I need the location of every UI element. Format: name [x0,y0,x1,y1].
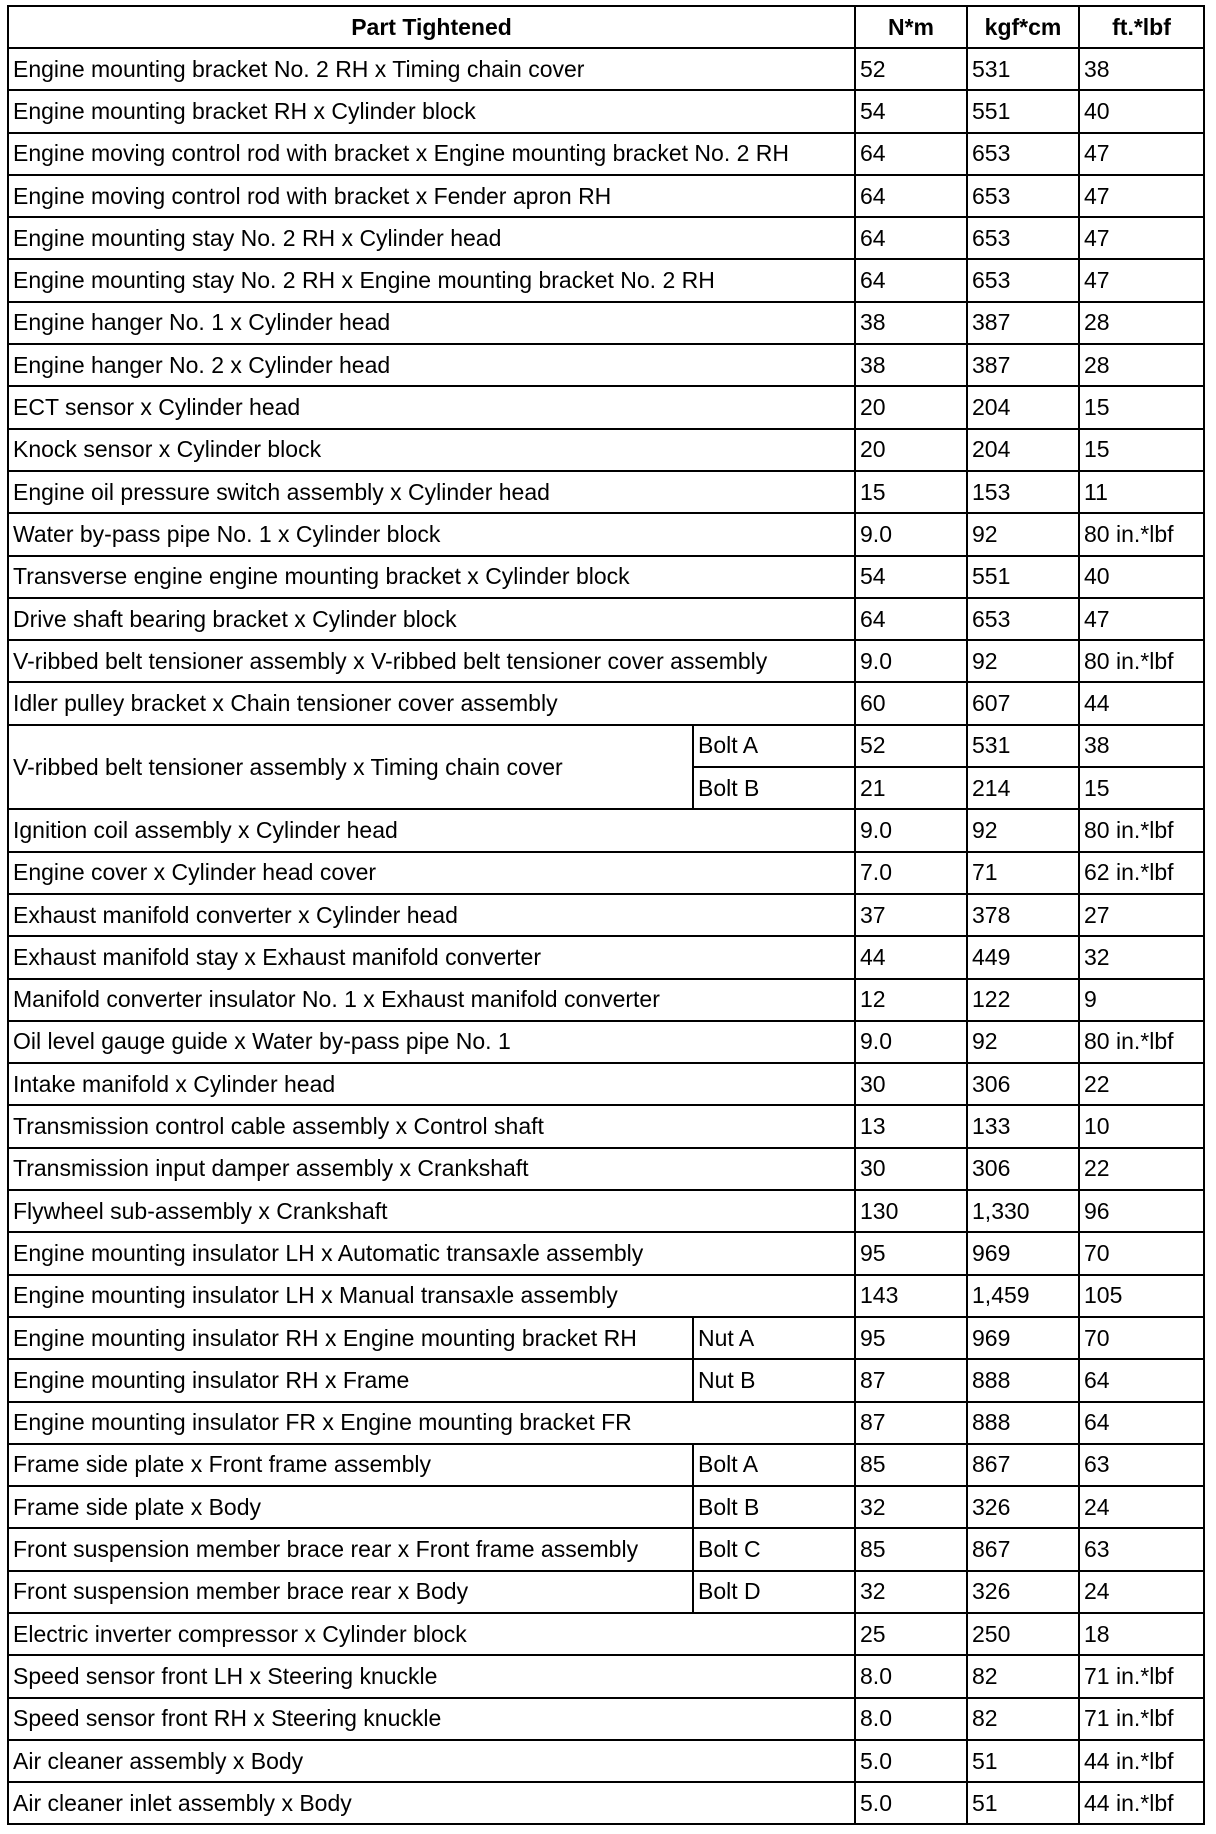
table-row [8,217,1204,259]
nm-cell: 12 [855,979,967,1021]
part-tightened-cell: V-ribbed belt tensioner assembly x V-ribbed belt tensioner cover assembly [8,640,855,682]
nm-cell: 44 [855,936,967,978]
table-row [8,1444,1204,1486]
table-row [8,133,1204,175]
part-tightened-cell: Transmission control cable assembly x Control shaft [8,1105,855,1147]
ftlbf-cell: 80 in.*lbf [1079,513,1204,555]
ftlbf-cell: 27 [1079,894,1204,936]
ftlbf-cell: 96 [1079,1190,1204,1232]
nm-cell: 95 [855,1232,967,1274]
part-tightened-cell: Water by-pass pipe No. 1 x Cylinder block [8,513,855,555]
part-tightened-cell: Engine oil pressure switch assembly x Cylinder head [8,471,855,513]
nm-cell: 30 [855,1063,967,1105]
kgfcm-cell: 969 [967,1232,1079,1274]
table-row [8,1190,1204,1232]
table-row [8,894,1204,936]
kgfcm-cell: 653 [967,259,1079,301]
kgfcm-cell: 71 [967,852,1079,894]
nm-cell: 38 [855,302,967,344]
nm-cell: 87 [855,1359,967,1401]
part-tightened-cell: Flywheel sub-assembly x Crankshaft [8,1190,855,1232]
part-tightened-cell: Transverse engine engine mounting bracket x Cylinder block [8,556,855,598]
nm-cell: 8.0 [855,1655,967,1697]
ftlbf-cell: 47 [1079,259,1204,301]
nm-cell: 52 [855,48,967,90]
nm-cell: 64 [855,217,967,259]
nm-cell: 64 [855,133,967,175]
table-row [8,1063,1204,1105]
nm-cell: 15 [855,471,967,513]
ftlbf-cell: 11 [1079,471,1204,513]
table-row [8,386,1204,428]
part-tightened-cell: Engine mounting stay No. 2 RH x Cylinder head [8,217,855,259]
table-row [8,90,1204,132]
kgfcm-cell: 82 [967,1655,1079,1697]
fastener-cell: Bolt B [693,767,855,809]
table-row [8,1782,1204,1824]
table-row [8,598,1204,640]
nm-cell: 32 [855,1571,967,1613]
kgfcm-cell: 653 [967,217,1079,259]
table-row [8,1402,1204,1444]
ftlbf-cell: 32 [1079,936,1204,978]
kgfcm-cell: 653 [967,133,1079,175]
part-tightened-cell: Knock sensor x Cylinder block [8,429,855,471]
table-row [8,809,1204,851]
ftlbf-cell: 44 [1079,682,1204,724]
part-tightened-cell: Transmission input damper assembly x Crankshaft [8,1148,855,1190]
nm-cell: 5.0 [855,1782,967,1824]
ftlbf-cell: 64 [1079,1359,1204,1401]
ftlbf-cell: 15 [1079,429,1204,471]
header-ftlbf: ft.*lbf [1079,6,1204,48]
ftlbf-cell: 80 in.*lbf [1079,1021,1204,1063]
ftlbf-cell: 38 [1079,725,1204,767]
table-row [8,556,1204,598]
table-row [8,259,1204,301]
kgfcm-cell: 92 [967,809,1079,851]
ftlbf-cell: 64 [1079,1402,1204,1444]
kgfcm-cell: 306 [967,1063,1079,1105]
kgfcm-cell: 888 [967,1402,1079,1444]
nm-cell: 9.0 [855,640,967,682]
ftlbf-cell: 24 [1079,1486,1204,1528]
ftlbf-cell: 28 [1079,344,1204,386]
nm-cell: 9.0 [855,809,967,851]
kgfcm-cell: 607 [967,682,1079,724]
torque-spec-table [7,5,1205,1825]
kgfcm-cell: 551 [967,556,1079,598]
nm-cell: 32 [855,1486,967,1528]
table-row [8,1571,1204,1613]
ftlbf-cell: 9 [1079,979,1204,1021]
part-tightened-cell: Ignition coil assembly x Cylinder head [8,809,855,851]
part-tightened-cell: Exhaust manifold stay x Exhaust manifold converter [8,936,855,978]
kgfcm-cell: 378 [967,894,1079,936]
ftlbf-cell: 47 [1079,175,1204,217]
table-row [8,344,1204,386]
ftlbf-cell: 18 [1079,1613,1204,1655]
nm-cell: 9.0 [855,513,967,555]
table-row [8,1528,1204,1570]
kgfcm-cell: 82 [967,1698,1079,1740]
nm-cell: 5.0 [855,1740,967,1782]
kgfcm-cell: 387 [967,302,1079,344]
ftlbf-cell: 44 in.*lbf [1079,1782,1204,1824]
table-row [8,1359,1204,1401]
ftlbf-cell: 80 in.*lbf [1079,809,1204,851]
nm-cell: 25 [855,1613,967,1655]
kgfcm-cell: 51 [967,1740,1079,1782]
nm-cell: 95 [855,1317,967,1359]
table-row [8,1105,1204,1147]
kgfcm-cell: 250 [967,1613,1079,1655]
kgfcm-cell: 653 [967,175,1079,217]
table-row [8,1021,1204,1063]
kgfcm-cell: 551 [967,90,1079,132]
nm-cell: 60 [855,682,967,724]
table-row [8,1232,1204,1274]
nm-cell: 64 [855,259,967,301]
part-tightened-cell: Engine hanger No. 1 x Cylinder head [8,302,855,344]
nm-cell: 64 [855,175,967,217]
part-tightened-cell: Exhaust manifold converter x Cylinder head [8,894,855,936]
kgfcm-cell: 531 [967,725,1079,767]
table-row [8,48,1204,90]
table-row [8,1317,1204,1359]
part-tightened-cell: Front suspension member brace rear x Front frame assembly [8,1528,693,1570]
kgfcm-cell: 867 [967,1528,1079,1570]
table-row [8,682,1204,724]
part-tightened-cell: Air cleaner inlet assembly x Body [8,1782,855,1824]
part-tightened-cell: Engine mounting stay No. 2 RH x Engine mounting bracket No. 2 RH [8,259,855,301]
part-tightened-cell: Drive shaft bearing bracket x Cylinder block [8,598,855,640]
nm-cell: 87 [855,1402,967,1444]
part-tightened-cell: Front suspension member brace rear x Body [8,1571,693,1613]
table-row [8,429,1204,471]
table-row [8,852,1204,894]
ftlbf-cell: 22 [1079,1063,1204,1105]
nm-cell: 130 [855,1190,967,1232]
header-row [8,6,1204,48]
header-part-tightened: Part Tightened [8,6,855,48]
kgfcm-cell: 326 [967,1571,1079,1613]
part-tightened-cell: Idler pulley bracket x Chain tensioner cover assembly [8,682,855,724]
part-tightened-cell: Engine mounting bracket RH x Cylinder block [8,90,855,132]
ftlbf-cell: 80 in.*lbf [1079,640,1204,682]
table-row [8,640,1204,682]
ftlbf-cell: 70 [1079,1232,1204,1274]
ftlbf-cell: 24 [1079,1571,1204,1613]
ftlbf-cell: 47 [1079,217,1204,259]
kgfcm-cell: 653 [967,598,1079,640]
nm-cell: 20 [855,386,967,428]
ftlbf-cell: 15 [1079,386,1204,428]
ftlbf-cell: 71 in.*lbf [1079,1698,1204,1740]
kgfcm-cell: 531 [967,48,1079,90]
kgfcm-cell: 387 [967,344,1079,386]
table-row [8,1486,1204,1528]
kgfcm-cell: 204 [967,386,1079,428]
part-tightened-cell: V-ribbed belt tensioner assembly x Timing chain cover [8,725,693,810]
nm-cell: 9.0 [855,1021,967,1063]
part-tightened-cell: Engine moving control rod with bracket x Engine mounting bracket No. 2 RH [8,133,855,175]
table-row [8,302,1204,344]
table-row [8,513,1204,555]
part-tightened-cell: Engine mounting insulator RH x Engine mounting bracket RH [8,1317,693,1359]
part-tightened-cell: Engine mounting insulator RH x Frame [8,1359,693,1401]
part-tightened-cell: Engine moving control rod with bracket x Fender apron RH [8,175,855,217]
ftlbf-cell: 63 [1079,1444,1204,1486]
ftlbf-cell: 62 in.*lbf [1079,852,1204,894]
kgfcm-cell: 92 [967,513,1079,555]
header-kgfcm: kgf*cm [967,6,1079,48]
kgfcm-cell: 888 [967,1359,1079,1401]
part-tightened-cell: Engine mounting insulator FR x Engine mounting bracket FR [8,1402,855,1444]
fastener-cell: Nut B [693,1359,855,1401]
kgfcm-cell: 1,459 [967,1275,1079,1317]
nm-cell: 38 [855,344,967,386]
nm-cell: 143 [855,1275,967,1317]
fastener-cell: Bolt A [693,1444,855,1486]
table-row [8,1698,1204,1740]
nm-cell: 52 [855,725,967,767]
kgfcm-cell: 204 [967,429,1079,471]
ftlbf-cell: 63 [1079,1528,1204,1570]
table-row [8,725,1204,767]
part-tightened-cell: Speed sensor front RH x Steering knuckle [8,1698,855,1740]
part-tightened-cell: Engine mounting bracket No. 2 RH x Timing chain cover [8,48,855,90]
kgfcm-cell: 867 [967,1444,1079,1486]
kgfcm-cell: 326 [967,1486,1079,1528]
part-tightened-cell: Speed sensor front LH x Steering knuckle [8,1655,855,1697]
nm-cell: 30 [855,1148,967,1190]
fastener-cell: Bolt D [693,1571,855,1613]
kgfcm-cell: 449 [967,936,1079,978]
nm-cell: 64 [855,598,967,640]
nm-cell: 54 [855,556,967,598]
fastener-cell: Nut A [693,1317,855,1359]
kgfcm-cell: 92 [967,640,1079,682]
ftlbf-cell: 15 [1079,767,1204,809]
part-tightened-cell: Air cleaner assembly x Body [8,1740,855,1782]
nm-cell: 37 [855,894,967,936]
ftlbf-cell: 105 [1079,1275,1204,1317]
nm-cell: 20 [855,429,967,471]
kgfcm-cell: 133 [967,1105,1079,1147]
ftlbf-cell: 44 in.*lbf [1079,1740,1204,1782]
fastener-cell: Bolt B [693,1486,855,1528]
table-body [8,48,1204,1824]
part-tightened-cell: Manifold converter insulator No. 1 x Exhaust manifold converter [8,979,855,1021]
ftlbf-cell: 70 [1079,1317,1204,1359]
part-tightened-cell: Engine mounting insulator LH x Manual transaxle assembly [8,1275,855,1317]
ftlbf-cell: 38 [1079,48,1204,90]
kgfcm-cell: 92 [967,1021,1079,1063]
nm-cell: 85 [855,1444,967,1486]
table-row [8,1613,1204,1655]
fastener-cell: Bolt C [693,1528,855,1570]
part-tightened-cell: Engine cover x Cylinder head cover [8,852,855,894]
kgfcm-cell: 1,330 [967,1190,1079,1232]
table-row [8,1740,1204,1782]
ftlbf-cell: 40 [1079,556,1204,598]
kgfcm-cell: 51 [967,1782,1079,1824]
part-tightened-cell: Engine hanger No. 2 x Cylinder head [8,344,855,386]
table-row [8,471,1204,513]
nm-cell: 13 [855,1105,967,1147]
nm-cell: 7.0 [855,852,967,894]
table-row [8,936,1204,978]
part-tightened-cell: Intake manifold x Cylinder head [8,1063,855,1105]
header-nm: N*m [855,6,967,48]
fastener-cell: Bolt A [693,725,855,767]
kgfcm-cell: 214 [967,767,1079,809]
ftlbf-cell: 40 [1079,90,1204,132]
table-row [8,979,1204,1021]
ftlbf-cell: 47 [1079,598,1204,640]
part-tightened-cell: Oil level gauge guide x Water by-pass pipe No. 1 [8,1021,855,1063]
part-tightened-cell: Electric inverter compressor x Cylinder block [8,1613,855,1655]
part-tightened-cell: Frame side plate x Body [8,1486,693,1528]
part-tightened-cell: ECT sensor x Cylinder head [8,386,855,428]
nm-cell: 54 [855,90,967,132]
kgfcm-cell: 153 [967,471,1079,513]
kgfcm-cell: 306 [967,1148,1079,1190]
table-row [8,1148,1204,1190]
part-tightened-cell: Engine mounting insulator LH x Automatic transaxle assembly [8,1232,855,1274]
nm-cell: 8.0 [855,1698,967,1740]
ftlbf-cell: 10 [1079,1105,1204,1147]
ftlbf-cell: 47 [1079,133,1204,175]
ftlbf-cell: 22 [1079,1148,1204,1190]
ftlbf-cell: 71 in.*lbf [1079,1655,1204,1697]
table-row [8,175,1204,217]
table-row [8,1275,1204,1317]
table-row [8,1655,1204,1697]
part-tightened-cell: Frame side plate x Front frame assembly [8,1444,693,1486]
kgfcm-cell: 122 [967,979,1079,1021]
nm-cell: 21 [855,767,967,809]
kgfcm-cell: 969 [967,1317,1079,1359]
nm-cell: 85 [855,1528,967,1570]
ftlbf-cell: 28 [1079,302,1204,344]
